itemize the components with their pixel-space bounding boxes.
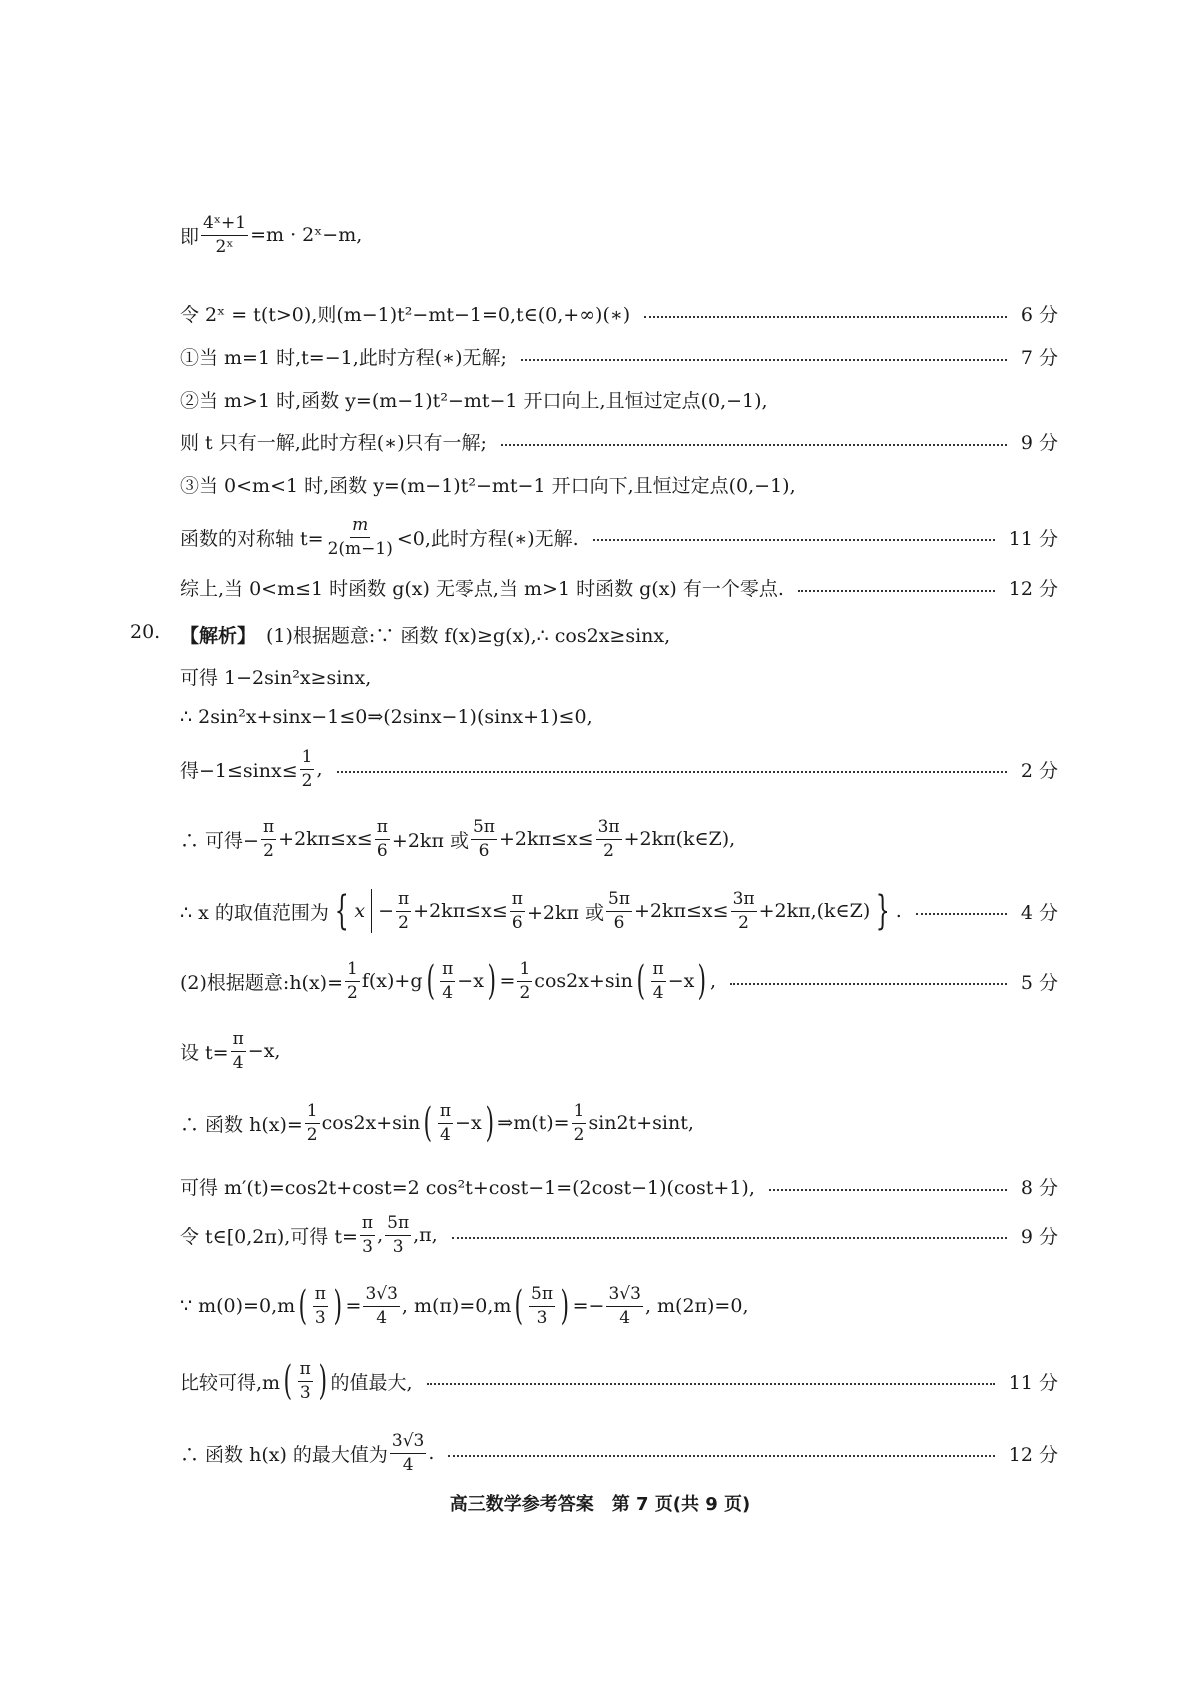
score: 11 分	[1008, 1371, 1058, 1394]
score: 8 分	[1020, 1177, 1058, 1199]
scored-line: (2)根据题意:h(x)= $\frac{1}{2}$ f(x)+g ( $\frac{\pi}{4}$ −x ) = $\frac{1}{2}$ cos2x+sin ( $\frac{\pi}{4}$ −x ) , 5 分	[180, 958, 1058, 1005]
fraction: $\frac{3√3}{4}$	[391, 1431, 425, 1475]
text-line: 可得 1−2sin²x≥sinx,	[180, 667, 372, 689]
text-line: ∴ 函数 h(x)= $\frac{1}{2}$ cos2x+sin ( $\frac{\pi}{4}$ −x ) ⇒m(t)= $\frac{1}{2}$ sin2t+sint,	[180, 1100, 694, 1147]
leader-dots	[593, 539, 995, 541]
scored-line: 比较可得,m ( $\frac{\pi}{3}$ ) 的值最大, 11 分	[180, 1358, 1058, 1405]
scored-line: 令 t∈[0,2π),可得 t= $\frac{\pi}{3}$ , $\frac{5\pi}{3}$ ,π, 9 分	[180, 1213, 1058, 1257]
scored-line: 令 2ˣ = t(t>0),则(m−1)t²−mt−1=0,t∈(0,+∞)(∗) 6 分	[180, 300, 1058, 327]
fraction: $\frac{\pi}{3}$	[314, 1284, 326, 1328]
scored-line: 可得 m′(t)=cos2t+cost=2 cos²t+cost−1=(2cost−1)(cost+1), 8 分	[180, 1173, 1058, 1200]
fraction: $\frac{5\pi}{6}$	[608, 889, 630, 933]
fraction: $\frac{3√3}{4}$	[608, 1284, 641, 1328]
scored-line: ①当 m=1 时,t=−1,此时方程(∗)无解; 7 分	[180, 343, 1058, 370]
fraction: $\frac{1}{2}$	[301, 747, 313, 791]
fraction: $\frac{\text{4ˣ+1}}{\text{2ˣ}}$	[203, 213, 247, 257]
fraction: $\frac{1}{2}$	[519, 959, 531, 1003]
leader-dots	[769, 1189, 1007, 1191]
leader-dots	[501, 444, 1007, 446]
fraction: $\frac{1}{2}$	[573, 1101, 585, 1145]
scored-line: 则 t 只有一解,此时方程(∗)只有一解; 9 分	[180, 428, 1058, 455]
fraction: $\frac{3\pi}{2}$	[597, 817, 620, 861]
leader-dots	[730, 983, 1007, 985]
text-line: 【解析】 (1)根据题意:∵ 函数 f(x)≥g(x),∴ cos2x≥sinx,	[180, 621, 670, 648]
text-line: 设 t= $\frac{\pi}{4}$ −x,	[180, 1029, 281, 1073]
fraction: $\frac{\pi}{4}$	[442, 959, 454, 1003]
text-line: 即 $\frac{\text{4ˣ+1}}{\text{2ˣ}}$ =m · 2ˣ−m,	[180, 213, 363, 257]
leader-dots	[916, 913, 1007, 915]
fraction: $\frac{1}{2}$	[347, 959, 358, 1003]
score: 5 分	[1020, 971, 1058, 994]
score: 6 分	[1020, 304, 1058, 326]
fraction: $\frac{\pi}{3}$	[299, 1359, 311, 1403]
left-brace: {	[334, 888, 349, 935]
leader-dots	[644, 316, 1007, 318]
score: 4 分	[1020, 901, 1058, 924]
fraction: $\frac{\pi}{4}$	[439, 1101, 452, 1145]
scored-line: 函数的对称轴 t= $\frac{m}{2(m-1)}$ <0,此时方程(∗)无解. 11 分	[180, 515, 1058, 559]
scored-line: ∴ 函数 h(x) 的最大值为 $\frac{3√3}{4}$ . 12 分	[180, 1431, 1058, 1475]
fraction: $\frac{1}{2}$	[306, 1101, 318, 1145]
text-line: ②当 m>1 时,函数 y=(m−1)t²−mt−1 开口向上,且恒过定点(0,−1),	[180, 390, 768, 412]
text-line: ∵ m(0)=0,m ( $\frac{\pi}{3}$ ) = $\frac{3√3}{4}$ , m(π)=0,m ( $\frac{5\pi}{3}$ ) =− $\frac{3√3}{4}$ , m(2π)=0,	[180, 1283, 749, 1330]
text-line: ③当 0<m<1 时,函数 y=(m−1)t²−mt−1 开口向下,且恒过定点(0,−1),	[180, 475, 796, 497]
text-line: ∴ 可得− $\frac{\pi}{2}$ +2kπ≤x≤ $\frac{\pi}{6}$ +2kπ 或 $\frac{5\pi}{6}$ +2kπ≤x≤ $\frac{3\pi}{2}$ +2kπ(k∈Z),	[180, 817, 736, 861]
analysis-tag: 【解析】	[180, 625, 257, 647]
fraction: $\frac{5\pi}{3}$	[387, 1213, 410, 1257]
leader-dots	[337, 771, 1007, 773]
score: 9 分	[1020, 432, 1058, 454]
fraction: $\frac{\pi}{2}$	[262, 817, 275, 861]
question-number: 20.	[130, 621, 161, 643]
scored-line: ∴ x 的取值范围为 { x − $\frac{\pi}{2}$ +2kπ≤x≤ $\frac{\pi}{6}$ +2kπ 或 $\frac{5\pi}{6}$ +2kπ≤x≤ $\frac{3\pi}{2}$ +2kπ,(k∈Z) } . 4 分	[180, 888, 1058, 935]
fraction: $\frac{3√3}{4}$	[365, 1284, 398, 1328]
scored-line: 综上,当 0<m≤1 时函数 g(x) 无零点,当 m>1 时函数 g(x) 有一个零点. 12 分	[180, 574, 1058, 601]
score: 12 分	[1008, 1443, 1058, 1466]
page-footer: 高三数学参考答案 第 7 页(共 9 页)	[449, 1494, 751, 1515]
score: 9 分	[1020, 1225, 1058, 1248]
score: 2 分	[1020, 759, 1058, 782]
fraction: $\frac{3\pi}{2}$	[732, 889, 755, 933]
text-line: ∴ 2sin²x+sinx−1≤0⇒(2sinx−1)(sinx+1)≤0,	[180, 706, 593, 728]
score: 12 分	[1008, 578, 1058, 600]
set-divider	[371, 889, 372, 933]
score: 11 分	[1008, 527, 1058, 550]
fraction: $\frac{\pi}{3}$	[361, 1213, 374, 1257]
leader-dots	[521, 359, 1007, 361]
fraction: $\frac{\pi}{4}$	[652, 959, 664, 1003]
fraction: $\frac{\pi}{6}$	[511, 889, 523, 933]
leader-dots	[448, 1455, 994, 1457]
fraction: $\frac{5\pi}{6}$	[472, 817, 495, 861]
fraction: $\frac{m}{2(m-1)}$	[327, 515, 393, 559]
fraction: $\frac{\pi}{4}$	[232, 1029, 244, 1073]
scored-line: 得−1≤sinx≤ $\frac{1}{2}$ , 2 分	[180, 747, 1058, 791]
fraction: $\frac{5\pi}{3}$	[531, 1284, 554, 1328]
fraction: $\frac{\pi}{2}$	[397, 889, 410, 933]
leader-dots	[798, 590, 995, 592]
fraction: $\frac{\pi}{6}$	[376, 817, 388, 861]
leader-dots	[452, 1237, 1007, 1239]
leader-dots	[427, 1383, 995, 1385]
right-brace: }	[875, 888, 890, 935]
score: 7 分	[1020, 347, 1058, 369]
